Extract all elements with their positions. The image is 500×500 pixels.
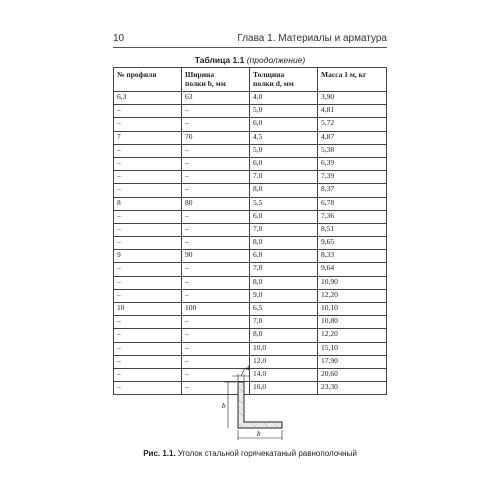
cell-thickness: 6,5 bbox=[250, 303, 318, 316]
cell-profile: – bbox=[114, 223, 182, 236]
cell-mass: 9,64 bbox=[318, 263, 387, 276]
cell-thickness: 8,0 bbox=[250, 184, 318, 197]
cell-width: 80 bbox=[182, 197, 250, 210]
label-b-horizontal: b bbox=[257, 430, 261, 438]
cell-mass: 8,37 bbox=[318, 184, 387, 197]
cell-thickness: 7,0 bbox=[250, 223, 318, 236]
cell-profile: – bbox=[114, 105, 182, 118]
cell-mass: 10,90 bbox=[318, 276, 387, 289]
cell-mass: 12,20 bbox=[318, 289, 387, 302]
table-row bbox=[114, 197, 387, 210]
cell-width: – bbox=[182, 368, 250, 381]
table-row bbox=[114, 237, 387, 250]
table-row bbox=[114, 276, 387, 289]
cell-profile: – bbox=[114, 276, 182, 289]
cell-thickness: 9,0 bbox=[250, 289, 318, 302]
table-row bbox=[114, 263, 387, 276]
table-row bbox=[114, 223, 387, 236]
table-row bbox=[114, 157, 387, 170]
cell-thickness: 10,0 bbox=[250, 342, 318, 355]
figure-caption-label: Рис. 1.1. bbox=[143, 449, 176, 458]
table-caption-note: (продолжение) bbox=[246, 55, 306, 65]
cell-width: – bbox=[182, 171, 250, 184]
cell-width: – bbox=[182, 118, 250, 131]
cell-thickness: 8,0 bbox=[250, 237, 318, 250]
cell-thickness: 8,0 bbox=[250, 329, 318, 342]
table-row bbox=[114, 105, 387, 118]
cell-profile: – bbox=[114, 342, 182, 355]
cell-thickness: 6,0 bbox=[250, 118, 318, 131]
cell-mass: 7,36 bbox=[318, 210, 387, 223]
dimension-b-vertical bbox=[224, 382, 236, 428]
cell-profile: 6,3 bbox=[114, 92, 182, 105]
cell-thickness: 8,0 bbox=[250, 276, 318, 289]
label-b-vertical: b bbox=[222, 402, 226, 410]
cell-mass: 12,20 bbox=[318, 329, 387, 342]
cell-width: – bbox=[182, 184, 250, 197]
cell-mass: 8,33 bbox=[318, 250, 387, 263]
cell-width: 100 bbox=[182, 303, 250, 316]
table-row bbox=[114, 329, 387, 342]
page-number: 10 bbox=[113, 33, 125, 44]
cell-mass: 5,38 bbox=[318, 144, 387, 157]
cell-profile: 7 bbox=[114, 131, 182, 144]
cell-width: – bbox=[182, 382, 250, 395]
table-header-row bbox=[114, 68, 387, 92]
table-row bbox=[114, 144, 387, 157]
profiles-table bbox=[113, 67, 387, 395]
table-caption bbox=[113, 55, 387, 65]
cell-thickness: 5,5 bbox=[250, 197, 318, 210]
cell-thickness: 6,0 bbox=[250, 157, 318, 170]
table-row bbox=[114, 118, 387, 131]
cell-thickness: 14,0 bbox=[250, 368, 318, 381]
table-row bbox=[114, 303, 387, 316]
cell-profile: – bbox=[114, 355, 182, 368]
cell-profile: – bbox=[114, 118, 182, 131]
cell-profile: – bbox=[114, 368, 182, 381]
cell-profile: – bbox=[114, 316, 182, 329]
cell-width: – bbox=[182, 237, 250, 250]
cell-profile: 8 bbox=[114, 197, 182, 210]
cell-mass: 4,81 bbox=[318, 105, 387, 118]
column-header-profile: № профиля bbox=[114, 68, 182, 92]
cell-mass: 6,39 bbox=[318, 157, 387, 170]
cell-width: – bbox=[182, 144, 250, 157]
cell-width: – bbox=[182, 157, 250, 170]
cell-thickness: 5,0 bbox=[250, 144, 318, 157]
cell-mass: 4,87 bbox=[318, 131, 387, 144]
cell-thickness: 7,0 bbox=[250, 316, 318, 329]
table-row bbox=[114, 184, 387, 197]
cell-profile: – bbox=[114, 157, 182, 170]
cell-profile: – bbox=[114, 289, 182, 302]
cell-profile: – bbox=[114, 263, 182, 276]
cell-profile: – bbox=[114, 171, 182, 184]
cell-thickness: 4,0 bbox=[250, 92, 318, 105]
angle-profile-figure bbox=[210, 362, 290, 446]
figure-caption-text: Уголок стальной горячекатаный равнополочный bbox=[177, 449, 357, 458]
cell-width: – bbox=[182, 289, 250, 302]
cell-thickness: 7,0 bbox=[250, 171, 318, 184]
chapter-title: Глава 1. Материалы и арматура bbox=[237, 33, 387, 44]
label-d: d bbox=[246, 364, 250, 372]
cell-mass: 5,72 bbox=[318, 118, 387, 131]
cell-profile: – bbox=[114, 329, 182, 342]
cell-mass: 23,30 bbox=[318, 382, 387, 395]
cell-width: – bbox=[182, 355, 250, 368]
cell-width: – bbox=[182, 105, 250, 118]
table-row bbox=[114, 210, 387, 223]
cell-thickness: 16,0 bbox=[250, 382, 318, 395]
cell-thickness: 7,0 bbox=[250, 263, 318, 276]
table-row bbox=[114, 250, 387, 263]
cell-mass: 15,10 bbox=[318, 342, 387, 355]
cell-profile: – bbox=[114, 184, 182, 197]
cell-width: – bbox=[182, 263, 250, 276]
cell-thickness: 5,0 bbox=[250, 105, 318, 118]
cell-width: – bbox=[182, 276, 250, 289]
column-header-width: Ширина полки b, мм bbox=[182, 68, 250, 92]
figure-caption bbox=[113, 449, 387, 458]
cell-mass: 20,60 bbox=[318, 368, 387, 381]
cell-profile: – bbox=[114, 210, 182, 223]
running-header bbox=[113, 33, 387, 47]
table-row bbox=[114, 92, 387, 105]
cell-width: 90 bbox=[182, 250, 250, 263]
cell-mass: 9,65 bbox=[318, 237, 387, 250]
column-header-mass: Масса 1 м, кг bbox=[318, 68, 387, 92]
cell-width: – bbox=[182, 210, 250, 223]
cell-width: 70 bbox=[182, 131, 250, 144]
cell-thickness: 6,0 bbox=[250, 250, 318, 263]
table-row bbox=[114, 171, 387, 184]
cell-profile: – bbox=[114, 237, 182, 250]
table-row bbox=[114, 289, 387, 302]
cell-width: – bbox=[182, 316, 250, 329]
cell-thickness: 4,5 bbox=[250, 131, 318, 144]
cell-mass: 10,10 bbox=[318, 303, 387, 316]
table-row bbox=[114, 316, 387, 329]
cell-thickness: 12,0 bbox=[250, 355, 318, 368]
cell-profile: – bbox=[114, 144, 182, 157]
cell-width: – bbox=[182, 342, 250, 355]
cell-profile: 9 bbox=[114, 250, 182, 263]
cell-mass: 10,80 bbox=[318, 316, 387, 329]
angle-section-shape bbox=[238, 382, 282, 428]
cell-mass: 3,90 bbox=[318, 92, 387, 105]
cell-width: – bbox=[182, 329, 250, 342]
cell-thickness: 6,0 bbox=[250, 210, 318, 223]
cell-profile: 10 bbox=[114, 303, 182, 316]
table-row bbox=[114, 131, 387, 144]
cell-mass: 6,78 bbox=[318, 197, 387, 210]
header-rule bbox=[113, 47, 387, 48]
table-caption-label: Таблица 1.1 bbox=[194, 55, 245, 65]
table-body bbox=[114, 92, 387, 395]
cell-mass: 7,39 bbox=[318, 171, 387, 184]
column-header-thickness: Толщина полки d, мм bbox=[250, 68, 318, 92]
cell-width: – bbox=[182, 223, 250, 236]
table-row bbox=[114, 342, 387, 355]
cell-mass: 17,90 bbox=[318, 355, 387, 368]
cell-mass: 8,51 bbox=[318, 223, 387, 236]
cell-profile: – bbox=[114, 382, 182, 395]
cell-width: 63 bbox=[182, 92, 250, 105]
